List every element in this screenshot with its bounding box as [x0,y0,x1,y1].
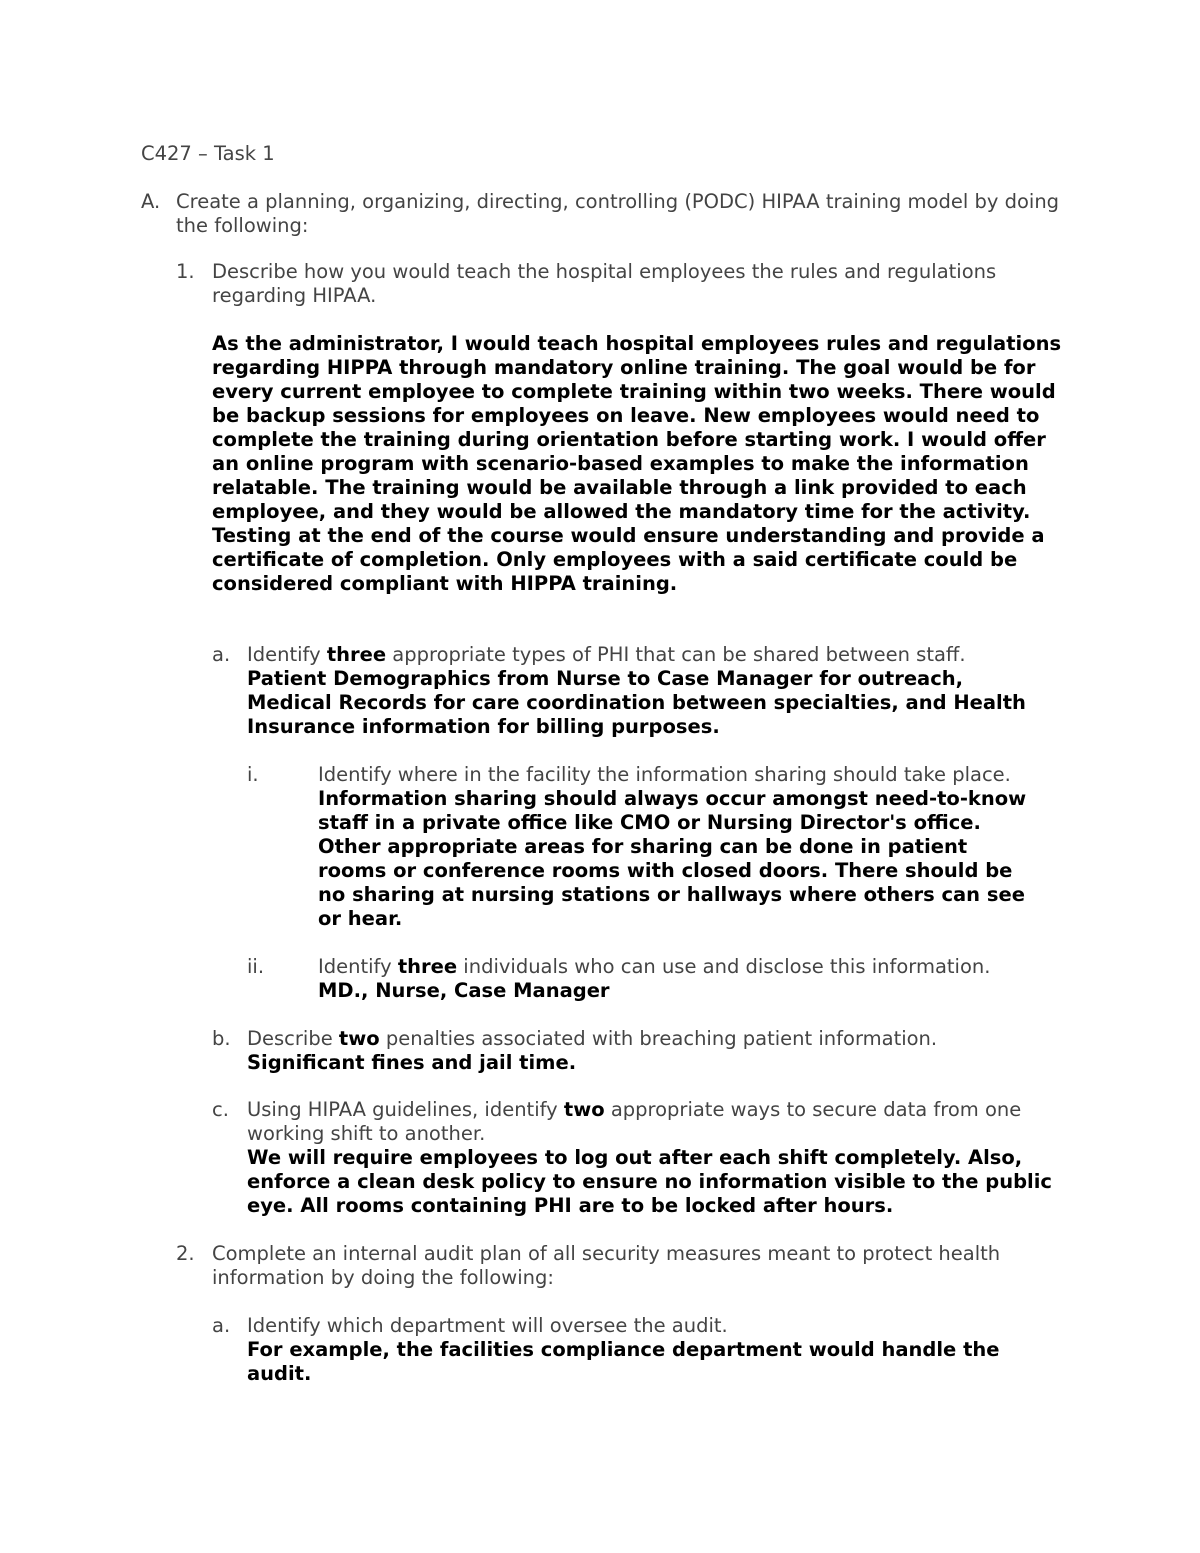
item-1c-question [247,1098,1047,1146]
item-2a-answer: For example, the facilities compliance department would handle the audit. [247,1338,1000,1385]
item-1a-ii-question [318,955,1078,979]
section-a-marker: A. [141,190,161,213]
item-1b-question [247,1027,1067,1051]
item-1-text: Describe how you would teach the hospital employees the rules and regulations regarding HIPAA. [212,260,997,307]
item-1b-emphasis: two [338,1027,380,1050]
item-1a-ii-emphasis: three [397,955,458,978]
item-2a-text: Identify which department will oversee the audit. [247,1314,728,1337]
item-1c-marker: c. [212,1098,229,1121]
item-1a-ii-suffix: individuals who can use and disclose this information. [457,955,991,978]
item-1a-answer: Patient Demographics from Nurse to Case Manager for outreach, Medical Records for care coordination between specialties, and Health Insurance information for billing purposes. [247,667,1026,738]
item-1c-answer: We will require employees to log out after each shift completely. Also, enforce a clean desk policy to ensure no information visible to the public eye. All rooms containing PHI are to be locked after hours. [247,1146,1052,1217]
item-1b-marker: b. [212,1027,231,1050]
item-1c-emphasis: two [563,1098,605,1121]
item-1a-suffix: appropriate types of PHI that can be shared between staff. [386,643,966,666]
item-1b-answer: Significant fines and jail time. [247,1051,577,1074]
item-1b-prefix: Describe [247,1027,339,1050]
item-1a-marker: a. [212,643,231,666]
item-2-marker: 2. [176,1242,195,1265]
item-1a-i-marker: i. [247,763,259,786]
item-1c-suffix: appropriate ways to secure data from one working shift to another. [247,1098,1022,1145]
item-2a-marker: a. [212,1314,231,1337]
item-1a-emphasis: three [326,643,387,666]
item-1-answer: As the administrator, I would teach hospital employees rules and regulations regarding HIPPA through mandatory online training. The goal would be for every current employee to complete training within two weeks. There would be backup sessions for employees on leave. New employees would need to complete the training during orientation before starting work. I would offer an online program with scenario-based examples to make the information relatable. The training would be available through a link provided to each employee, and they would be allowed the mandatory time for the activity. Testing at the end of the course would ensure understanding and provide a certificate of completion. Only employees with a said certificate could be considered compliant with HIPPA training. [212,332,1062,595]
item-1a-i-text: Identify where in the facility the information sharing should take place. [318,763,1011,786]
item-1a-prefix: Identify [247,643,327,666]
item-1a-ii-marker: ii. [247,955,265,978]
item-1a-ii-prefix: Identify [318,955,398,978]
item-1a-i-answer: Information sharing should always occur amongst need-to-know staff in a private office like CMO or Nursing Director's office. Other appropriate areas for sharing can be done in patient rooms or conference rooms with closed doors. There should be no sharing at nursing stations or hallways where others can see or hear. [318,787,1027,930]
item-2-text: Complete an internal audit plan of all security measures meant to protect health information by doing the following: [212,1242,1001,1289]
item-1b-suffix: penalties associated with breaching patient information. [379,1027,938,1050]
item-1a-question [247,643,1047,667]
document-title: C427 – Task 1 [141,142,275,165]
item-1c-prefix: Using HIPAA guidelines, identify [247,1098,564,1121]
item-1-marker: 1. [176,260,195,283]
section-a-text: Create a planning, organizing, directing, controlling (PODC) HIPAA training model by doing the following: [176,190,1060,237]
item-1a-ii-answer: MD., Nurse, Case Manager [318,979,610,1002]
